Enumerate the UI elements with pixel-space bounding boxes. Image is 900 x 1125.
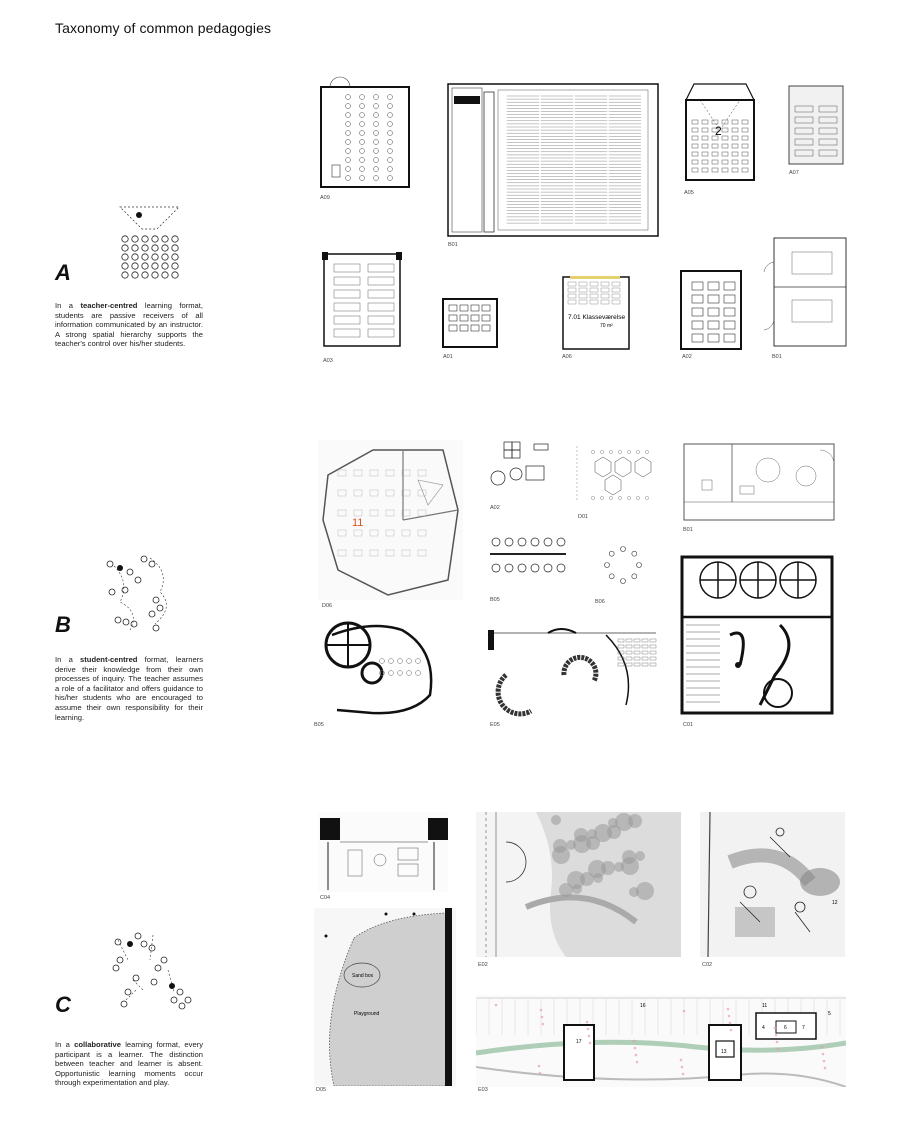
plan-label: A09 <box>320 195 330 201</box>
e03-n11: 11 <box>762 1003 768 1009</box>
section-letter-a: A <box>55 260 71 285</box>
plan-label: A02 <box>490 505 500 511</box>
diagram-a-icon <box>115 205 185 285</box>
plan-a05 <box>680 80 760 188</box>
c02-number: 12 <box>832 900 838 906</box>
e03-n4: 4 <box>762 1025 765 1031</box>
plan-a07 <box>787 84 845 166</box>
section-letter-b: B <box>55 612 71 637</box>
plan-b01-auditorium <box>446 82 661 239</box>
plan-label: E03 <box>478 1087 488 1093</box>
plan-b06 <box>598 540 648 590</box>
d05-sandbox: Sand box <box>352 973 374 979</box>
plan-b01-group <box>760 232 850 350</box>
e03-n5: 5 <box>828 1011 831 1017</box>
plan-b05-a <box>486 528 571 593</box>
plan-label: B01 <box>772 354 782 360</box>
plan-a06 <box>560 274 632 354</box>
plan-a09 <box>318 75 413 190</box>
plan-label: A06 <box>562 354 572 360</box>
a06-room: 7.01 Klasseværelse <box>568 314 626 321</box>
d05-playground: Playground <box>354 1011 380 1017</box>
a06-area: 70 m² <box>600 323 613 329</box>
plan-label: E02 <box>478 962 488 968</box>
plan-label: D05 <box>316 1087 327 1093</box>
plan-label: D06 <box>322 603 333 609</box>
plan-e02 <box>476 812 681 957</box>
plan-label: A05 <box>684 190 694 196</box>
diagram-c-icon <box>108 930 193 1015</box>
plan-d01 <box>575 442 665 512</box>
plan-label: A01 <box>443 354 453 360</box>
e03-n6: 6 <box>784 1025 787 1031</box>
plan-a02 <box>678 268 744 352</box>
plan-label: C02 <box>702 962 713 968</box>
plan-b05-b <box>312 615 437 720</box>
plan-label: A03 <box>323 358 333 364</box>
plan-a01 <box>440 296 500 351</box>
plan-label: A02 <box>682 354 692 360</box>
plan-label: B05 <box>314 722 324 728</box>
e03-n16: 16 <box>640 1003 646 1009</box>
plan-a03 <box>320 250 405 355</box>
diagram-b-icon <box>100 552 185 637</box>
plan-e03 <box>476 995 846 1087</box>
plan-label: B01 <box>683 527 693 533</box>
plan-d05 <box>314 908 456 1086</box>
section-text-b: In a student-centred format, learners derive their knowledge from their own processes of inquiry. The teacher assumes a role of a facilitator and offers guidance to his/her students who are encouraged to assume their own responsibility for their learning. <box>55 655 203 722</box>
plan-label: E05 <box>490 722 500 728</box>
plan-label: B06 <box>595 599 605 605</box>
e03-n7: 7 <box>802 1025 805 1031</box>
plan-c01 <box>680 555 840 717</box>
plan-label: C01 <box>683 722 694 728</box>
page-title: Taxonomy of common pedagogies <box>55 20 272 36</box>
plan-c04 <box>318 812 448 892</box>
e03-n17: 17 <box>576 1039 582 1045</box>
section-text-a: In a teacher-centred learning format, students are passive receivers of all information communicated by an instructor. A strong spatial hierarchy supports the teacher's control over his/her students. <box>55 301 204 349</box>
plan-c02 <box>700 812 845 957</box>
plan-label: A07 <box>789 170 799 176</box>
plan-label: B01 <box>448 242 458 248</box>
plan-a02-b <box>486 440 556 500</box>
a05-number: 2 <box>715 124 722 138</box>
section-text-c: In a collaborative learning format, every participant is a learner. The distinction between teacher and learner is absent. Opportunistic learning moments occur through experimentation and play. <box>55 1040 203 1088</box>
plan-label: C04 <box>320 895 331 901</box>
e03-n13: 13 <box>721 1049 727 1055</box>
plan-label: D01 <box>578 514 589 520</box>
d06-number: 11 <box>352 517 364 529</box>
section-letter-c: C <box>55 992 71 1017</box>
plan-b01-b <box>680 440 840 525</box>
plan-label: B05 <box>490 597 500 603</box>
plan-e05 <box>486 625 661 720</box>
plan-d06 <box>318 440 463 600</box>
